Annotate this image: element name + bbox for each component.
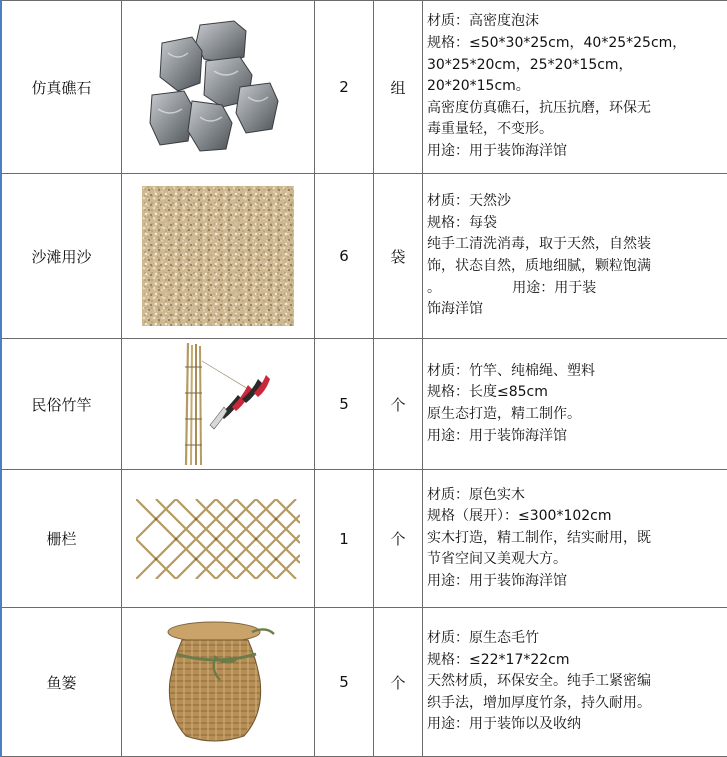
item-description [423, 608, 727, 757]
item-name: 鱼篓 [1, 608, 122, 757]
item-image [122, 608, 315, 757]
desc-line: 材质：原生态毛竹 [427, 630, 539, 647]
desc-line: 30*25*20cm，25*20*15cm， [427, 56, 633, 73]
table-row [1, 608, 727, 757]
desc-line: 天然材质，环保安全。纯手工紧密编 [427, 673, 651, 690]
item-description [423, 470, 727, 608]
desc-line: 纯手工清洗消毒，取于天然，自然装 [427, 236, 651, 253]
desc-line: 规格：每袋 [427, 214, 497, 231]
item-description [423, 1, 727, 174]
desc-line: 用途：用于装饰海洋馆 [427, 572, 567, 589]
item-description [423, 339, 727, 470]
fish-basket-icon [156, 618, 280, 746]
desc-line: 材质：高密度泡沫 [427, 13, 539, 30]
desc-line: 材质：竹竿、纯棉绳、塑料 [427, 362, 595, 379]
desc-line: 规格：长度≤85cm [427, 384, 548, 401]
desc-line: 。 用途：用于装 [427, 279, 597, 296]
bamboo-pole-icon [158, 341, 278, 467]
item-image [122, 470, 315, 608]
item-name: 仿真礁石 [1, 1, 122, 174]
item-quantity: 2 [315, 1, 374, 174]
lattice-fence-icon [136, 499, 300, 579]
desc-line: 毒重量轻，不变形。 [427, 121, 553, 138]
item-image [122, 174, 315, 339]
table-row [1, 339, 727, 470]
item-quantity: 5 [315, 608, 374, 757]
desc-line: 规格：≤22*17*22cm [427, 651, 570, 668]
table-row [1, 174, 727, 339]
desc-line: 用途：用于装饰海洋馆 [427, 427, 567, 444]
table-row [1, 470, 727, 608]
item-name: 民俗竹竿 [1, 339, 122, 470]
item-quantity: 1 [315, 470, 374, 608]
desc-line: 高密度仿真礁石，抗压抗磨，环保无 [427, 99, 651, 116]
item-quantity: 5 [315, 339, 374, 470]
desc-line: 饰，状态自然，质地细腻，颗粒饱满 [427, 258, 651, 274]
desc-line: 用途：用于装饰海洋馆 [427, 142, 567, 159]
item-unit: 个 [374, 470, 423, 608]
faux-rock-icon [148, 17, 288, 157]
table-row [1, 1, 727, 174]
item-unit: 个 [374, 339, 423, 470]
sand-icon [142, 186, 294, 326]
desc-line: 节省空间又美观大方。 [427, 551, 567, 568]
item-image [122, 1, 315, 174]
desc-line: 规格（展开）：≤300*102cm [427, 508, 612, 525]
desc-line: 织手法，增加厚度竹条，持久耐用。 [427, 694, 651, 711]
item-description [423, 174, 727, 339]
item-unit: 组 [374, 1, 423, 174]
item-unit: 个 [374, 608, 423, 757]
desc-line: 实木打造，精工制作，结实耐用，既 [427, 529, 651, 546]
desc-line: 饰海洋馆 [427, 301, 483, 318]
desc-line: 材质：天然沙 [427, 193, 511, 210]
item-unit: 袋 [374, 174, 423, 339]
desc-line: 20*20*15cm。 [427, 78, 530, 95]
item-name: 栅栏 [1, 470, 122, 608]
desc-line: 原生态打造，精工制作。 [427, 406, 581, 422]
desc-line: 规格：≤50*30*25cm，40*25*25cm， [427, 35, 687, 52]
item-quantity: 6 [315, 174, 374, 339]
desc-line: 用途：用于装饰以及收纳 [427, 716, 581, 733]
desc-line: 材质：原色实木 [427, 486, 525, 503]
item-image [122, 339, 315, 470]
item-name: 沙滩用沙 [1, 174, 122, 339]
